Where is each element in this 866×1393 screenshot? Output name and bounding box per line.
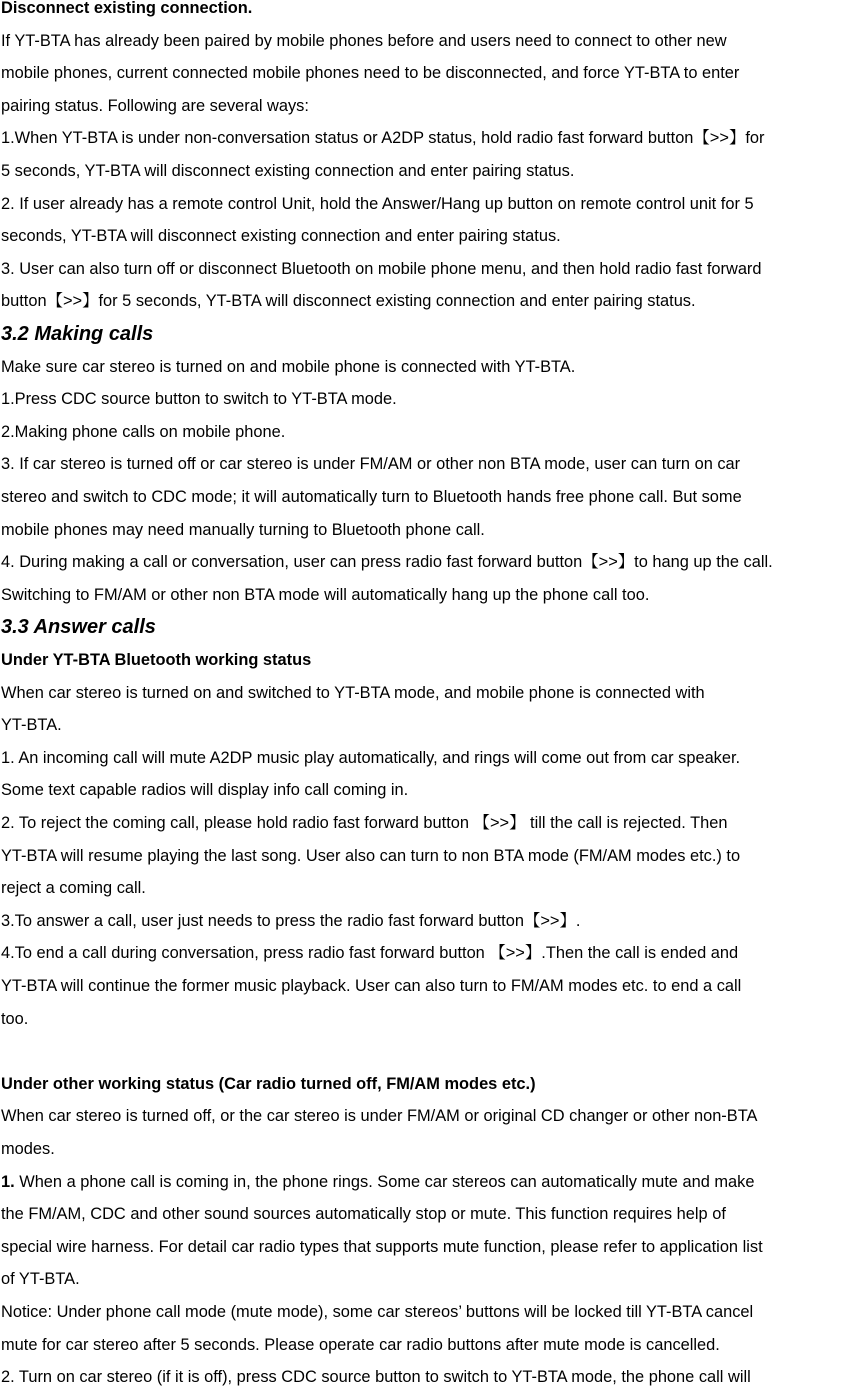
- text-line: [1, 1166, 754, 1198]
- text-line: special wire harness. For detail car radio types that supports mute function, please refer to application list: [1, 1237, 763, 1256]
- text-line: 1.When YT-BTA is under non-conversation status or A2DP status, hold radio fast forward button【>>】for: [1, 129, 765, 148]
- text-line: When car stereo is turned on and switched to YT-BTA mode, and mobile phone is connected with: [1, 683, 705, 702]
- text-line: 3. User can also turn off or disconnect Bluetooth on mobile phone menu, and then hold radio fast forward: [1, 259, 762, 278]
- text-line-rest: When a phone call is coming in, the phone rings. Some car stereos can automatically mute and make: [14, 1172, 755, 1191]
- text-line: Notice: Under phone call mode (mute mode), some car stereos’ buttons will be locked till YT-BTA cancel: [1, 1303, 754, 1321]
- text-line: 5 seconds, YT-BTA will disconnect existing connection and enter pairing status.: [1, 162, 575, 180]
- text-line: 3.To answer a call, user just needs to press the radio fast forward button【>>】.: [1, 911, 581, 930]
- text-line: YT-BTA.: [1, 716, 62, 735]
- text-line: 3. If car stereo is turned off or car stereo is under FM/AM or other non BTA mode, user can turn on car: [1, 455, 741, 474]
- text-line: Switching to FM/AM or other non BTA mode will automatically hang up the phone call too.: [1, 585, 650, 604]
- subheading: Disconnect existing connection.: [1, 0, 253, 17]
- text-line: If YT-BTA has already been paired by mobile phones before and users need to connect to other new: [1, 31, 727, 50]
- text-line: 2.Making phone calls on mobile phone.: [1, 422, 286, 441]
- text-line: 1.Press CDC source button to switch to YT-BTA mode.: [1, 390, 397, 409]
- text-line: YT-BTA will resume playing the last song. User also can turn to non BTA mode (FM/AM modes etc.) to: [1, 846, 741, 865]
- text-line: When car stereo is turned off, or the car stereo is under FM/AM or original CD changer or other non-BTA: [1, 1107, 758, 1126]
- text-line: seconds, YT-BTA will disconnect existing connection and enter pairing status.: [1, 227, 561, 246]
- text-line: too.: [1, 1009, 29, 1028]
- text-line: button【>>】for 5 seconds, YT-BTA will disconnect existing connection and enter pairing status.: [1, 292, 696, 311]
- text-line: 4. During making a call or conversation, user can press radio fast forward button【>>】to hang up the call.: [1, 553, 773, 572]
- text-line: mobile phones, current connected mobile phones need to be disconnected, and force YT-BTA to enter: [1, 64, 740, 83]
- text-line: 2. If user already has a remote control Unit, hold the Answer/Hang up button on remote control unit for 5: [1, 194, 754, 213]
- list-number: 1.: [1, 1172, 15, 1191]
- text-line: modes.: [1, 1140, 55, 1158]
- text-line: of YT-BTA.: [1, 1270, 80, 1289]
- text-line: 1. An incoming call will mute A2DP music play automatically, and rings will come out from car speaker.: [1, 748, 741, 767]
- text-line: pairing status. Following are several ways:: [1, 96, 309, 115]
- text-line: stereo and switch to CDC mode; it will automatically turn to Bluetooth hands free phone call. But some: [1, 488, 742, 506]
- text-line: Make sure car stereo is turned on and mobile phone is connected with YT-BTA.: [1, 357, 576, 376]
- text-line: 4.To end a call during conversation, press radio fast forward button 【>>】.Then the call is ended and: [1, 944, 739, 963]
- text-line: Some text capable radios will display info call coming in.: [1, 781, 409, 800]
- text-line: mute for car stereo after 5 seconds. Please operate car radio buttons after mute mode is cancelled.: [1, 1335, 720, 1354]
- subheading: Under other working status (Car radio turned off, FM/AM modes etc.): [1, 1074, 536, 1093]
- section-heading: 3.3 Answer calls: [1, 616, 156, 639]
- text-line: mobile phones may need manually turning to Bluetooth phone call.: [1, 520, 485, 539]
- subheading: Under YT-BTA Bluetooth working status: [1, 651, 312, 669]
- text-line: YT-BTA will continue the former music playback. User can also turn to FM/AM modes etc. to end a call: [1, 977, 742, 995]
- text-line: reject a coming call.: [1, 879, 146, 898]
- text-line: the FM/AM, CDC and other sound sources automatically stop or mute. This function requires help of: [1, 1205, 726, 1224]
- text-line: 2. To reject the coming call, please hold radio fast forward button 【>>】 till the call is rejected. Then: [1, 814, 728, 832]
- section-heading: 3.2 Making calls: [1, 323, 154, 345]
- text-line: 2. Turn on car stereo (if it is off), press CDC source button to switch to YT-BTA mode, the phone call will: [1, 1368, 751, 1387]
